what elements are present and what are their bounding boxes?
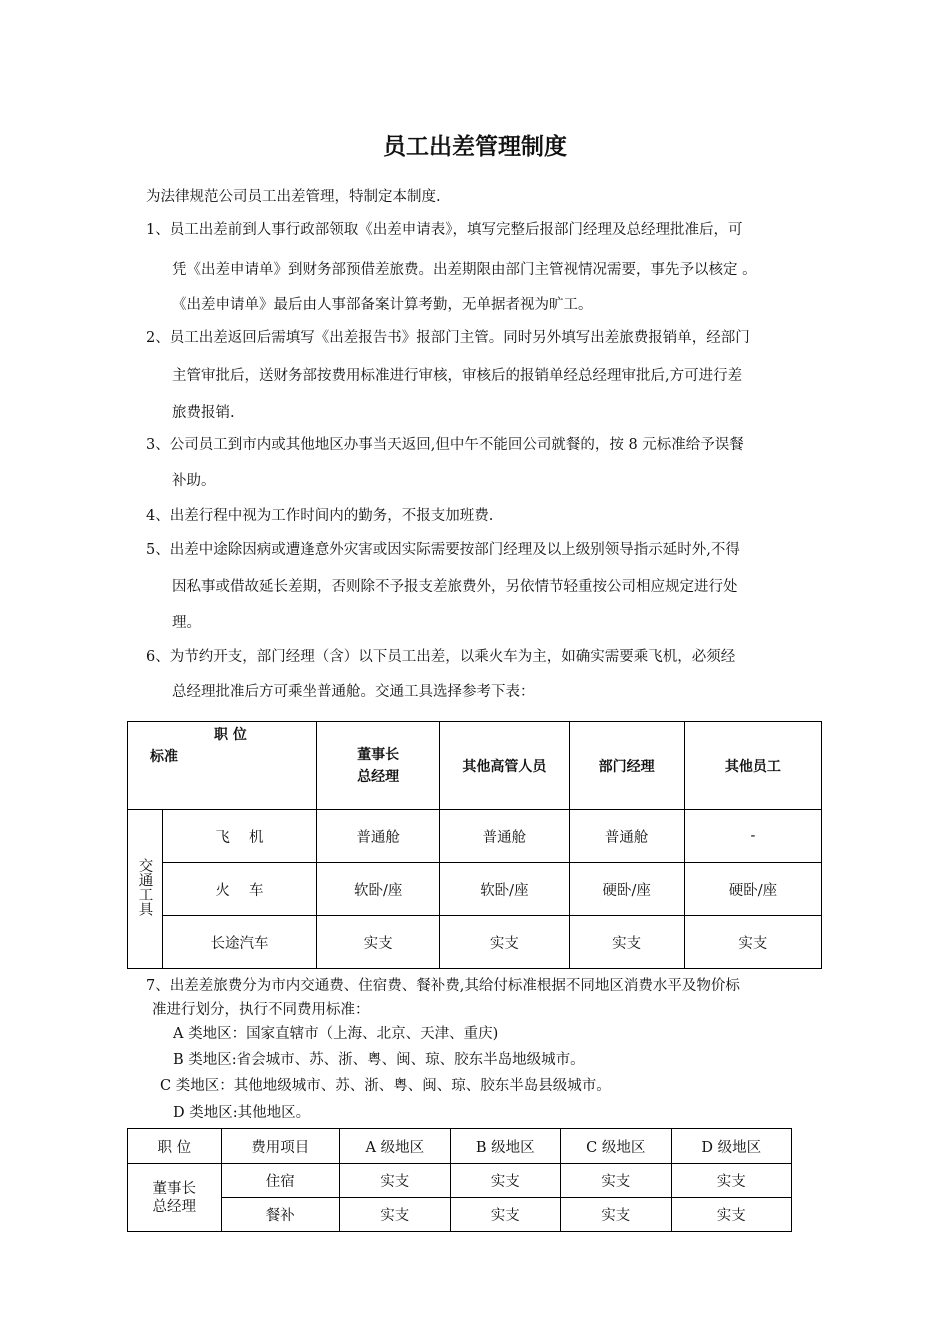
expense-header-b: B 级地区 bbox=[450, 1129, 561, 1164]
transport-group-label: 交通工具 bbox=[136, 858, 153, 916]
table-cell: 普通舱 bbox=[569, 810, 684, 863]
transport-corner-cell bbox=[128, 722, 317, 810]
table-cell: 实支 bbox=[440, 916, 569, 969]
clause-1-line-3: 《出差申请单》最后由人事部备案计算考勤，无单据者视为旷工。 bbox=[172, 297, 593, 313]
clause-1-line-2: 凭《出差申请单》到财务部预借差旅费。出差期限由部门主管视情况需要，事先予以核定 。 bbox=[172, 262, 757, 278]
table-cell: 实支 bbox=[561, 1198, 672, 1232]
expense-table bbox=[127, 1128, 792, 1232]
table-cell: 实支 bbox=[671, 1198, 791, 1232]
clause-5-line-3: 理。 bbox=[172, 615, 201, 631]
table-cell: 硬卧/座 bbox=[569, 863, 684, 916]
region-d: D 类地区:其他地区。 bbox=[173, 1105, 311, 1121]
region-c: C 类地区：其他地级城市、苏、浙、粤、闽、琼、胶东半岛县级城市。 bbox=[160, 1078, 611, 1094]
table-cell: 实支 bbox=[450, 1198, 561, 1232]
table-cell: 实支 bbox=[561, 1164, 672, 1198]
table-cell: 软卧/座 bbox=[440, 863, 569, 916]
clause-5-line-1: 5、出差中途除因病或遭逢意外灾害或因实际需要按部门经理及以上级别领导指示延时外,不得 bbox=[146, 542, 740, 558]
table-cell: 实支 bbox=[340, 1164, 451, 1198]
row-label-train: 火 车 bbox=[162, 863, 316, 916]
region-b: B 类地区:省会城市、苏、浙、粤、闽、琼、胶东半岛地级城市。 bbox=[173, 1052, 585, 1068]
table-cell: - bbox=[684, 810, 821, 863]
table-cell: 实支 bbox=[340, 1198, 451, 1232]
document-title: 员工出差管理制度 bbox=[383, 134, 567, 160]
expense-header-c: C 级地区 bbox=[561, 1129, 672, 1164]
header-senior-managers: 其他高管人员 bbox=[440, 722, 569, 810]
table-cell: 普通舱 bbox=[440, 810, 569, 863]
expense-header-a: A 级地区 bbox=[340, 1129, 451, 1164]
table-cell: 硬卧/座 bbox=[684, 863, 821, 916]
table-cell: 普通舱 bbox=[317, 810, 440, 863]
clause-2-line-2: 主管审批后，送财务部按费用标准进行审核，审核后的报销单经总经理审批后,方可进行差 bbox=[172, 368, 743, 384]
clause-4-line-1: 4、出差行程中视为工作时间内的勤务，不报支加班费. bbox=[146, 508, 494, 524]
table-cell: 实支 bbox=[317, 916, 440, 969]
expense-item-lodging: 住宿 bbox=[221, 1164, 339, 1198]
expense-item-meals: 餐补 bbox=[221, 1198, 339, 1232]
table-cell: 实支 bbox=[450, 1164, 561, 1198]
table-cell: 实支 bbox=[684, 916, 821, 969]
clause-3-line-1: 3、公司员工到市内或其他地区办事当天返回,但中午不能回公司就餐的，按 8 元标准给予误餐 bbox=[146, 437, 744, 453]
clause-5-line-2: 因私事或借故延长差期，否则除不予报支差旅费外，另依情节轻重按公司相应规定进行处 bbox=[172, 579, 738, 595]
clause-7-line-1: 7、出差差旅费分为市内交通费、住宿费、餐补费,其给付标准根据不同地区消费水平及物价标 bbox=[146, 978, 740, 994]
transport-group-cell bbox=[128, 810, 163, 969]
header-other-staff: 其他员工 bbox=[684, 722, 821, 810]
row-label-coach: 长途汽车 bbox=[162, 916, 316, 969]
intro-line: 为法律规范公司员工出差管理，特制定本制度. bbox=[146, 189, 441, 205]
expense-header-position: 职 位 bbox=[128, 1129, 222, 1164]
row-label-plane: 飞 机 bbox=[162, 810, 316, 863]
clause-1-line-1: 1、员工出差前到人事行政部领取《出差申请表》，填写完整后报部门经理及总经理批准后，可 bbox=[146, 222, 743, 238]
clause-6-line-1: 6、为节约开支，部门经理（含）以下员工出差，以乘火车为主，如确实需要乘飞机，必须经 bbox=[146, 649, 736, 665]
clause-6-line-2: 总经理批准后方可乘坐普通舱。交通工具选择参考下表： bbox=[172, 684, 535, 700]
transport-table bbox=[127, 721, 822, 969]
expense-header-item: 费用项目 bbox=[221, 1129, 339, 1164]
table-cell: 实支 bbox=[569, 916, 684, 969]
corner-position-label: 职 位 bbox=[214, 727, 247, 743]
expense-header-d: D 级地区 bbox=[671, 1129, 791, 1164]
table-cell: 实支 bbox=[671, 1164, 791, 1198]
clause-7-line-2: 准进行划分，执行不同费用标准： bbox=[152, 1002, 370, 1018]
clause-2-line-3: 旅费报销. bbox=[172, 405, 235, 421]
clause-3-line-2: 补助。 bbox=[172, 473, 216, 489]
clause-2-line-1: 2、员工出差返回后需填写《出差报告书》报部门主管。同时另外填写出差旅费报销单，经部门 bbox=[146, 330, 750, 346]
header-chairman: 董事长 总经理 bbox=[317, 722, 440, 810]
table-cell: 软卧/座 bbox=[317, 863, 440, 916]
header-dept-manager: 部门经理 bbox=[569, 722, 684, 810]
expense-position-chairman: 董事长 总经理 bbox=[128, 1164, 222, 1232]
corner-standard-label: 标准 bbox=[150, 749, 178, 765]
region-a: A 类地区：国家直辖市（上海、北京、天津、重庆) bbox=[173, 1026, 499, 1042]
